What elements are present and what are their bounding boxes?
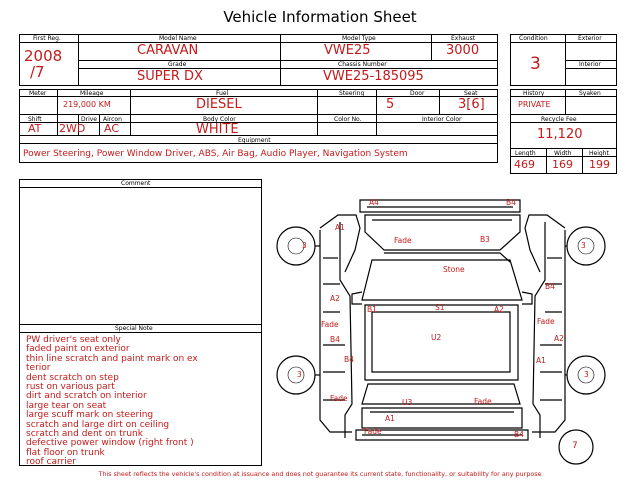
mark-b1: B1: [367, 305, 377, 314]
mileage-value: 219,000 KM: [63, 100, 111, 109]
shift-label: Shift: [28, 116, 42, 123]
aircon-value: AC: [104, 122, 120, 135]
model-type-label: Model Type: [342, 35, 376, 42]
mark-tire-fr: 3: [581, 241, 586, 250]
special-note-item: defective power window (right front ): [26, 438, 194, 449]
mark-b4-right: B4: [545, 282, 555, 291]
color-no-label: Color No.: [334, 116, 362, 123]
door-label: Door: [410, 90, 425, 97]
mark-s1: S1: [435, 303, 445, 312]
mark-fade-rear-right: Fade: [474, 397, 492, 406]
length-label: Length: [515, 150, 536, 157]
first-reg-label: First Reg.: [33, 35, 61, 42]
mark-a1-rear: A1: [385, 414, 395, 423]
exterior-label: Exterior: [578, 35, 602, 42]
interior-color-label: Interior Color: [422, 116, 462, 123]
syaken-label: Syaken: [579, 90, 601, 97]
special-note-item: roof carrier: [26, 457, 76, 468]
mark-fade-right: Fade: [537, 317, 555, 326]
shift-value: AT: [28, 122, 42, 135]
special-note-item: dent scratch on step: [26, 372, 119, 383]
equipment-label: Equipment: [238, 137, 271, 144]
recycle-fee-value: 11,120: [537, 127, 583, 142]
special-note-item: PW driver's seat only: [26, 335, 121, 345]
special-note-item: dirt and scratch on interior: [26, 391, 147, 402]
drive-label: Drive: [81, 116, 97, 123]
grade-value: SUPER DX: [137, 69, 203, 84]
mark-b4-top: B4: [506, 198, 516, 207]
exhaust-label: Exhaust: [451, 35, 476, 42]
special-note-item: large scuff mark on steering: [26, 410, 154, 421]
mark-fade-rear-left: Fade: [330, 394, 348, 403]
history-value: PRIVATE: [518, 100, 551, 109]
special-note-item: scratch and large dirt on ceiling: [26, 419, 170, 430]
aircon-label: Aircon: [103, 116, 122, 123]
mark-fade-bottom: Fade: [364, 427, 382, 436]
mark-spare: 7: [572, 441, 578, 451]
first-reg-year: 2008: [24, 47, 63, 65]
mark-stone: Stone: [443, 265, 465, 274]
mark-a1-right: A1: [536, 356, 546, 365]
equipment-value: Power Steering, Power Window Driver, ABS, Air Bag, Audio Player, Navigation System: [23, 149, 408, 159]
special-note-item: terior: [26, 363, 51, 374]
mark-a1-front: A1: [335, 223, 345, 232]
mark-b4-left2: B4: [344, 355, 354, 364]
mark-b4-left: B4: [330, 335, 340, 344]
steering-label: Steering: [339, 90, 365, 97]
mark-a2-center: A2: [494, 305, 504, 314]
door-value: 5: [386, 97, 395, 112]
mark-fade-left: Fade: [321, 320, 339, 329]
special-note-item: flat floor on trunk: [26, 447, 105, 458]
meter-label: Meter: [29, 90, 47, 97]
special-note-item: thin line scratch and paint mark on ex: [26, 353, 198, 364]
special-note-item: rust on various part: [26, 382, 115, 393]
chassis-number-label: Chassis Number: [338, 61, 387, 68]
mark-b3-front: B3: [480, 235, 490, 244]
model-name-value: CARAVAN: [137, 43, 199, 58]
sheet-title: Vehicle Information Sheet: [223, 8, 417, 26]
mark-a2-left: A2: [330, 294, 340, 303]
mileage-label: Mileage: [80, 90, 104, 97]
mark-a4-top: A4: [369, 198, 379, 207]
mark-u2: U2: [431, 333, 442, 342]
special-note-item: faded paint on exterior: [26, 344, 130, 355]
special-note-item: large tear on seat: [26, 400, 107, 411]
disclaimer: This sheet reflects the vehicle's condition at issuance and does not guarantee its current state, functionality, or suitability for any purpose: [98, 470, 542, 478]
body-color-label: Body Color: [203, 116, 236, 123]
mark-u3: U3: [402, 398, 413, 407]
drive-value: 2WD: [59, 122, 86, 135]
body-color-value: WHITE: [196, 122, 239, 137]
length-value: 469: [514, 158, 535, 171]
fuel-label: Fuel: [216, 90, 229, 97]
comment-label: Comment: [121, 180, 151, 187]
fuel-value: DIESEL: [196, 97, 242, 112]
special-note-item: scratch and dent on trunk: [26, 429, 143, 440]
history-label: History: [523, 90, 545, 97]
mark-tire-fl: 3: [302, 241, 307, 250]
mark-tire-rl: 3: [297, 370, 302, 379]
seat-label: Seat: [464, 90, 478, 97]
mark-b4-bottom: B4: [514, 430, 524, 439]
first-reg-month: /7: [30, 63, 45, 81]
width-value: 169: [552, 158, 573, 171]
model-type-value: VWE25: [324, 43, 371, 58]
condition-label: Condition: [519, 35, 548, 42]
grade-label: Grade: [168, 61, 187, 68]
condition-value: 3: [530, 54, 541, 74]
width-label: Width: [554, 150, 572, 157]
recycle-fee-label: Recycle Fee: [541, 116, 577, 123]
exhaust-value: 3000: [446, 43, 480, 58]
model-name-label: Model Name: [159, 35, 197, 42]
seat-value: 3[6]: [458, 97, 485, 112]
mark-tire-rr: 3: [584, 370, 589, 379]
height-label: Height: [589, 150, 609, 157]
chassis-number-value: VWE25-185095: [323, 69, 424, 84]
special-note-label: Special Note: [115, 325, 153, 332]
mark-a2-right: A2: [554, 334, 564, 343]
interior-label: Interior: [579, 61, 601, 68]
mark-fade-front: Fade: [394, 236, 412, 245]
height-value: 199: [589, 158, 610, 171]
